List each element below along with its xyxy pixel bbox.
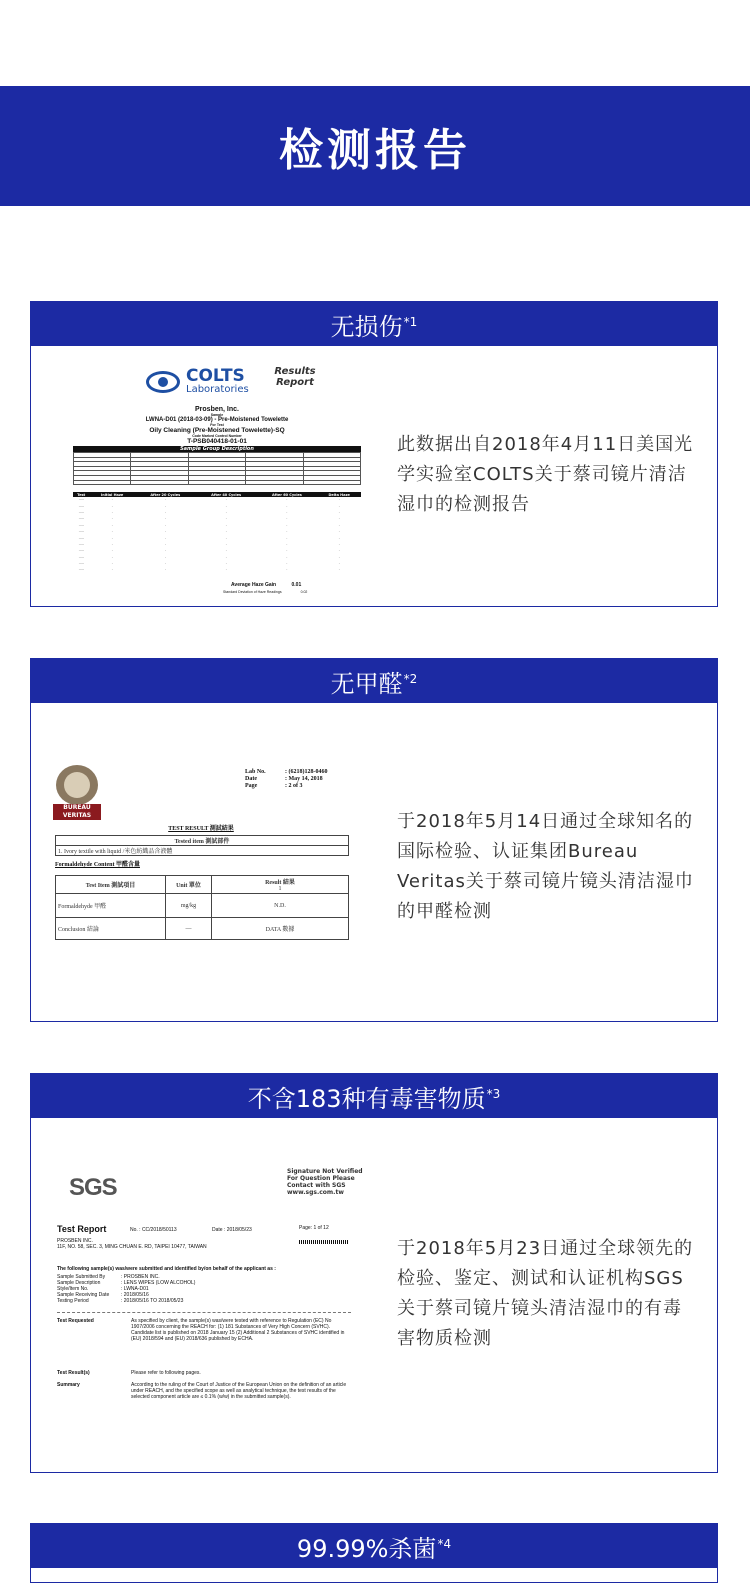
tested-item-header: Tested item 測試部件: [56, 836, 349, 846]
field-label: Sample Submitted By: [57, 1274, 106, 1280]
report-date: Date : 2018/05/23: [212, 1227, 252, 1233]
date-label: Date: [245, 776, 257, 782]
test-result-title: TEST RESULT 測試結果: [168, 826, 234, 832]
section-antibacterial: [30, 1523, 718, 1583]
section-description: 此数据出自2018年4月11日美国光学实验室COLTS关于蔡司镜片清洁湿巾的检测报告: [397, 434, 694, 515]
sample-label: Sample: [210, 413, 224, 417]
col-header: Initial Haze: [89, 492, 134, 497]
field-label: Sample Receiving Date: [57, 1292, 110, 1298]
field-value: : PROSBEN INC.: [121, 1274, 160, 1280]
res-label: Test Result(s): [57, 1370, 90, 1376]
req-text: As specified by client, the sample(s) was/were tested with reference to Regulation (EC) No 1907/2006 concerning the REACH for: (1) 181 Substances of Very High Concern (SVHC). Candidate list is published on 2018 January 15 (2) Additional 2 Substances of SVHC identified in (EU) 2018/594 and (EU) 2018/636 published by ECHA.: [131, 1318, 345, 1342]
report-title: Test Report: [57, 1224, 107, 1234]
barcode-icon: [299, 1240, 349, 1244]
field-label: Testing Period: [57, 1298, 89, 1304]
section-description: 于2018年5月23日通过全球领先的检验、鉴定、测试和认证机构SGS关于蔡司镜片镜头清洁湿巾的有毒害物质检测: [397, 1238, 694, 1349]
page: : 2 of 3: [285, 783, 303, 789]
report-no: No. : CC/2018/50113: [130, 1227, 177, 1233]
bv-lab-info: [245, 769, 328, 790]
bv-seal-icon: [56, 765, 98, 805]
col-header: After 20 Cycles: [135, 492, 196, 497]
intro: The following sample(s) was/were submitted and identified by/on behalf of the applicant as :: [57, 1266, 276, 1272]
page-title: 检测报告: [279, 125, 471, 176]
lab-no-label: Lab No.: [245, 769, 266, 775]
r1-unit: mg/kg: [166, 894, 212, 918]
section-title: 无损伤: [330, 312, 403, 341]
avg-label: Average Haze Gain: [231, 582, 277, 588]
r1-result: N.D.: [212, 894, 349, 918]
sample-info-table: [73, 452, 361, 485]
r2-result: DATA 數據: [212, 918, 349, 940]
sample-fields: [57, 1274, 195, 1304]
report-header-row: [57, 1224, 357, 1236]
section-header: [31, 1074, 717, 1118]
std-label: Standard Deviation of Haze Readings: [223, 590, 282, 594]
r2-item: Conclusion 結論: [56, 918, 166, 940]
col-header: Test: [73, 492, 89, 497]
colts-logo: [146, 368, 249, 395]
colts-heading: [73, 406, 361, 445]
section-title: 不含183种有毒害物质: [247, 1084, 486, 1113]
address: [57, 1238, 207, 1250]
colts-report-image: [31, 346, 371, 606]
product-line2: Oily Cleaning (Pre-Moistened Towelette)-SQ: [149, 427, 285, 434]
address-line: 11F, NO. 58, SEC. 3, MING CHUAN E. RD, TAIPEI 10477, TAIWAN: [57, 1244, 207, 1250]
sum-label: Summary: [57, 1382, 80, 1388]
sig-line: Contact with SGS: [287, 1182, 346, 1189]
tested-item-table: [55, 835, 349, 856]
section-header: [31, 302, 717, 346]
col-header: Delta Haze: [317, 492, 361, 497]
top-banner: [0, 86, 750, 206]
field-value: : 2018/05/16 TO 2018/05/23: [121, 1298, 184, 1304]
footnote-marker: *3: [486, 1087, 501, 1101]
avg-haze: [231, 582, 301, 588]
date: : May 14, 2018: [285, 776, 323, 782]
group-header: Sample Group Description: [73, 446, 361, 452]
formaldehyde-title: Formaldehyde Content 甲醛含量: [55, 862, 140, 868]
sig-line: www.sgs.com.tw: [287, 1189, 344, 1196]
section-description: 于2018年5月14日通过全球知名的国际检验、认证集团Bureau Veritas关于蔡司镜片镜头清洁湿巾的甲醛检测: [397, 811, 694, 922]
signature-block: [287, 1168, 363, 1196]
section-no-formaldehyde: [30, 658, 718, 1022]
results-report-label: Results Report: [274, 366, 316, 388]
section-body: [31, 346, 717, 606]
th-result-cell: [212, 876, 349, 894]
field-value: : LWNA-D01: [121, 1286, 149, 1292]
th-result: Result 結果: [265, 880, 295, 886]
avg-value: 0.01: [291, 582, 302, 588]
std-haze: [223, 590, 307, 594]
section-header: [31, 659, 717, 703]
code: T-PSB040418-01-01: [187, 438, 247, 445]
th-result-no: 1: [278, 886, 282, 892]
footnote-marker: *4: [437, 1537, 452, 1551]
field-value: : 2018/05/16: [121, 1292, 149, 1298]
footnote-marker: *2: [403, 672, 418, 686]
lab-no: : (6218)128-0460: [285, 769, 328, 775]
section-no-hazardous: [30, 1073, 718, 1473]
divider: [57, 1312, 351, 1313]
footnote-marker: *1: [403, 315, 418, 329]
col-header: After 60 Cycles: [257, 492, 318, 497]
colts-sub: Laboratories: [186, 384, 249, 395]
req-label: Test Requested: [57, 1318, 94, 1324]
company: Prosben, Inc.: [195, 406, 239, 413]
section-body: [31, 1118, 717, 1472]
eye-icon: [146, 371, 180, 393]
r2-unit: —: [166, 918, 212, 940]
sig-line: For Question Please: [287, 1175, 355, 1182]
report-page: Page: 1 of 12: [299, 1225, 329, 1231]
res-text: Please refer to following pages.: [131, 1370, 201, 1376]
field-label: Sample Description: [57, 1280, 101, 1286]
for-test: For Test: [210, 423, 224, 427]
r1-item: Formaldehyde 甲醛: [56, 894, 166, 918]
tested-item-row: 1. Ivory textile with liquid /米色紡織品含液體: [56, 846, 349, 856]
address-line: PROSBEN INC.: [57, 1238, 93, 1244]
sum-text: According to the ruling of the Court of Justice of the European Union on the definition of an article under REACH, and the specified scope as well as analytical technique, the test results of the selected component article are ≤ 0.1% (w/w) in the submitted sample(s).: [131, 1382, 347, 1400]
field-label: Style/Item No.: [57, 1286, 89, 1292]
page-label: Page: [245, 783, 258, 789]
code-label: Code Marked Control Number: [192, 434, 242, 438]
section-no-damage: [30, 301, 718, 607]
product-line1: LWNA-D01 (2018-03-09) - Pre-Moistened Towelette: [145, 417, 289, 423]
section-title: 无甲醛: [330, 669, 403, 698]
th-unit: Unit 單位: [166, 876, 212, 894]
sgs-report-image: [31, 1118, 371, 1472]
bv-logo-band: BUREAU VERITAS: [53, 804, 101, 820]
colts-name: COLTS: [186, 366, 245, 386]
haze-data-table: Test Initial Haze After 20 Cycles After 40 Cycles After 60 Cycles Delta Haze ····· · · · · · ····· · · · · · ····· · · · · · ····· · · · · · ····· · · · · · ····· · · · · · ····· · · · · · ····· · · · · · ····· · · · · · ····· · · · · · ····· · · · · · ····· · · · · ·: [73, 492, 361, 574]
th-item: Test Item 測試項目: [56, 876, 166, 894]
sgs-logo: SGS: [69, 1174, 117, 1201]
field-value: : LENS WIPES (LOW ALCOHOL): [121, 1280, 196, 1286]
section-body: [31, 703, 717, 1021]
std-value: 0.02: [300, 590, 308, 594]
formaldehyde-table: [55, 875, 349, 940]
sig-line: Signature Not Verified: [287, 1168, 363, 1175]
section-header: [31, 1524, 717, 1568]
bv-report-image: [31, 703, 371, 1021]
section-title: 99.99%杀菌: [296, 1534, 437, 1563]
col-header: After 40 Cycles: [196, 492, 257, 497]
